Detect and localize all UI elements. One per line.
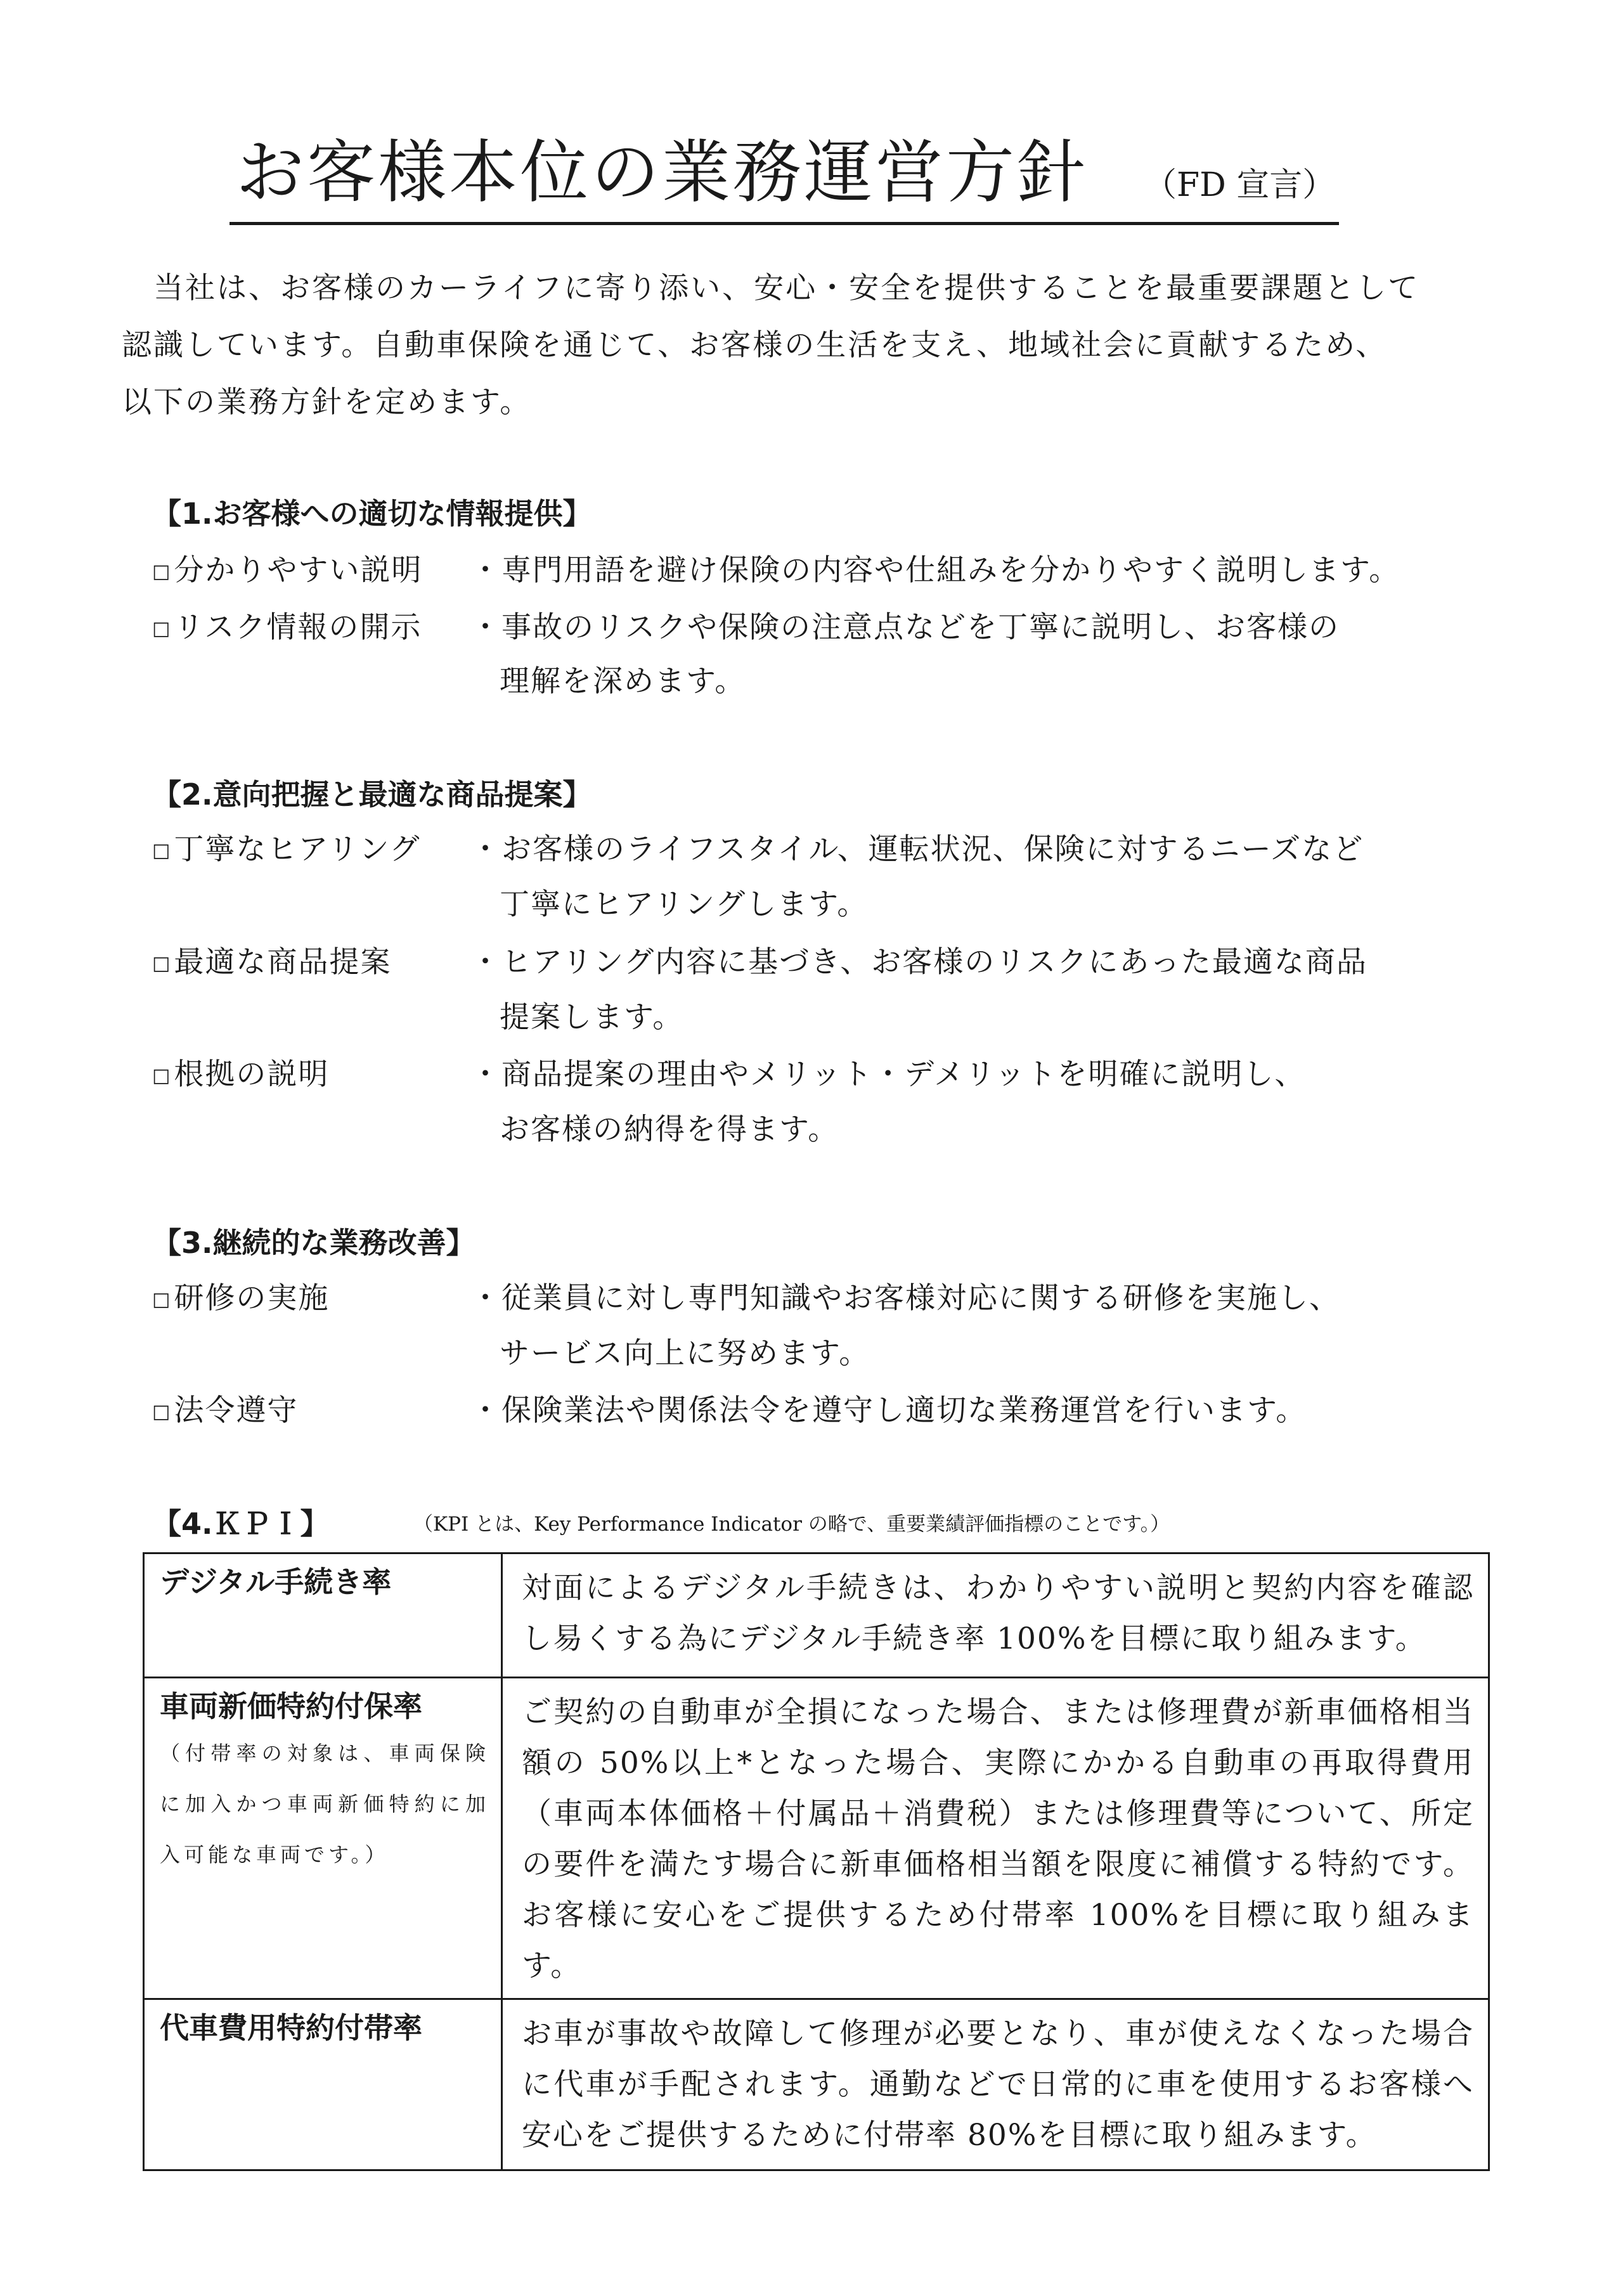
kpi-desc: お車が事故や故障して修理が必要となり、車が使えなくなった場合に代車が手配されます。通勤などで日常的に車を使用するお客様へ安心をご提供するために付帯率 80%を目標に取り組みます。 bbox=[522, 2016, 1474, 2153]
kpi-name: デジタル手続き率 bbox=[160, 1565, 392, 1599]
section-1-item-2-label: □リスク情報の開示 bbox=[152, 610, 422, 645]
kpi-desc-cell bbox=[502, 1678, 1489, 1999]
section-1-item-2-desc-cont: 理解を深めます。 bbox=[500, 664, 746, 699]
checkbox-icon: □ bbox=[152, 1065, 172, 1087]
section-3-item-2-label: □法令遵守 bbox=[152, 1393, 299, 1428]
section-2-item-3-desc: ・商品提案の理由やメリット・デメリットを明確に説明し、 bbox=[470, 1057, 1306, 1092]
kpi-name: 代車費用特約付帯率 bbox=[160, 2011, 422, 2045]
kpi-desc-cell bbox=[502, 1999, 1489, 2170]
intro-line-2: 認識しています。自動車保険を通じて、お客様の生活を支え、地域社会に貢献するため、 bbox=[122, 328, 1388, 363]
table-row bbox=[144, 1999, 1489, 2170]
section-2-item-1-desc: ・お客様のライフスタイル、運転状況、保険に対するニーズなど bbox=[470, 832, 1364, 867]
kpi-sub-note: （付帯率の対象は、車両保険に加入かつ車両新価特約に加入可能な車両です。） bbox=[160, 1741, 489, 1867]
section-2-heading: 【2.意向把握と最適な商品提案】 bbox=[152, 777, 592, 812]
table-row bbox=[144, 1678, 1489, 1999]
checkbox-icon: □ bbox=[152, 840, 172, 862]
kpi-heading: 【4.ＫＰＩ】 bbox=[152, 1507, 330, 1541]
section-3-item-1-desc: ・従業員に対し専門知識やお客様対応に関する研修を実施し、 bbox=[470, 1281, 1340, 1316]
section-3-heading: 【3.継続的な業務改善】 bbox=[152, 1226, 475, 1260]
section-1-item-1-label: □分かりやすい説明 bbox=[152, 553, 423, 588]
kpi-table bbox=[143, 1552, 1490, 2171]
section-2-item-3-desc-cont: お客様の納得を得ます。 bbox=[500, 1112, 839, 1147]
section-2-item-1-label: □丁寧なヒアリング bbox=[152, 832, 421, 867]
table-row bbox=[144, 1553, 1489, 1678]
checkbox-icon: □ bbox=[152, 618, 172, 640]
intro-line-1: 当社は、お客様のカーライフに寄り添い、安心・安全を提供することを最重要課題として bbox=[153, 271, 1420, 306]
section-1-heading: 【1.お客様への適切な情報提供】 bbox=[152, 496, 592, 531]
section-3-item-2-desc: ・保険業法や関係法令を遵守し適切な業務運営を行います。 bbox=[470, 1393, 1307, 1428]
section-2-item-2-desc: ・ヒアリング内容に基づき、お客様のリスクにあった最適な商品 bbox=[470, 945, 1368, 980]
kpi-name-cell bbox=[144, 1553, 502, 1678]
title-sub: （FD 宣言） bbox=[1144, 166, 1336, 204]
kpi-name: 車両新価特約付保率 bbox=[160, 1689, 422, 1723]
kpi-desc-cell bbox=[502, 1553, 1489, 1678]
kpi-desc: ご契約の自動車が全損になった場合、または修理費が新車価格相当額の 50%以上*となった場合、実際にかかる自動車の再取得費用（車両本体価格＋付属品＋消費税）または修理費等について、所定の要件を満たす場合に新車価格相当額を限度に補償する特約です。お客様に安心をご提供するため付帯率 100%を目標に取り組みます。 bbox=[522, 1695, 1474, 1983]
kpi-note: （KPI とは、Key Performance Indicator の略で、重要業績評価指標のことです。） bbox=[413, 1513, 1170, 1536]
section-2-item-2-label: □最適な商品提案 bbox=[152, 945, 392, 980]
checkbox-icon: □ bbox=[152, 952, 172, 975]
section-2-item-3-label: □根拠の説明 bbox=[152, 1057, 330, 1092]
checkbox-icon: □ bbox=[152, 1288, 172, 1311]
section-3-item-1-label: □研修の実施 bbox=[152, 1281, 330, 1316]
title-main: お客様本位の業務運営方針 bbox=[236, 133, 1089, 212]
section-2-item-2-desc-cont: 提案します。 bbox=[500, 1000, 684, 1035]
intro-line-3: 以下の業務方針を定めます。 bbox=[122, 385, 532, 420]
checkbox-icon: □ bbox=[152, 561, 172, 583]
checkbox-icon: □ bbox=[152, 1401, 172, 1423]
section-1-item-2-desc: ・事故のリスクや保険の注意点などを丁寧に説明し、お客様の bbox=[470, 610, 1340, 645]
section-3-item-1-desc-cont: サービス向上に努めます。 bbox=[500, 1336, 870, 1371]
page-title bbox=[230, 127, 1339, 225]
section-1-item-1-desc: ・専門用語を避け保険の内容や仕組みを分かりやすく説明します。 bbox=[470, 553, 1400, 588]
kpi-desc: 対面によるデジタル手続きは、わかりやすい説明と契約内容を確認し易くする為にデジタル手続き率 100%を目標に取り組みます。 bbox=[522, 1571, 1474, 1656]
kpi-name-cell bbox=[144, 1678, 502, 1999]
kpi-name-cell bbox=[144, 1999, 502, 2170]
section-2-item-1-desc-cont: 丁寧にヒアリングします。 bbox=[500, 887, 869, 922]
